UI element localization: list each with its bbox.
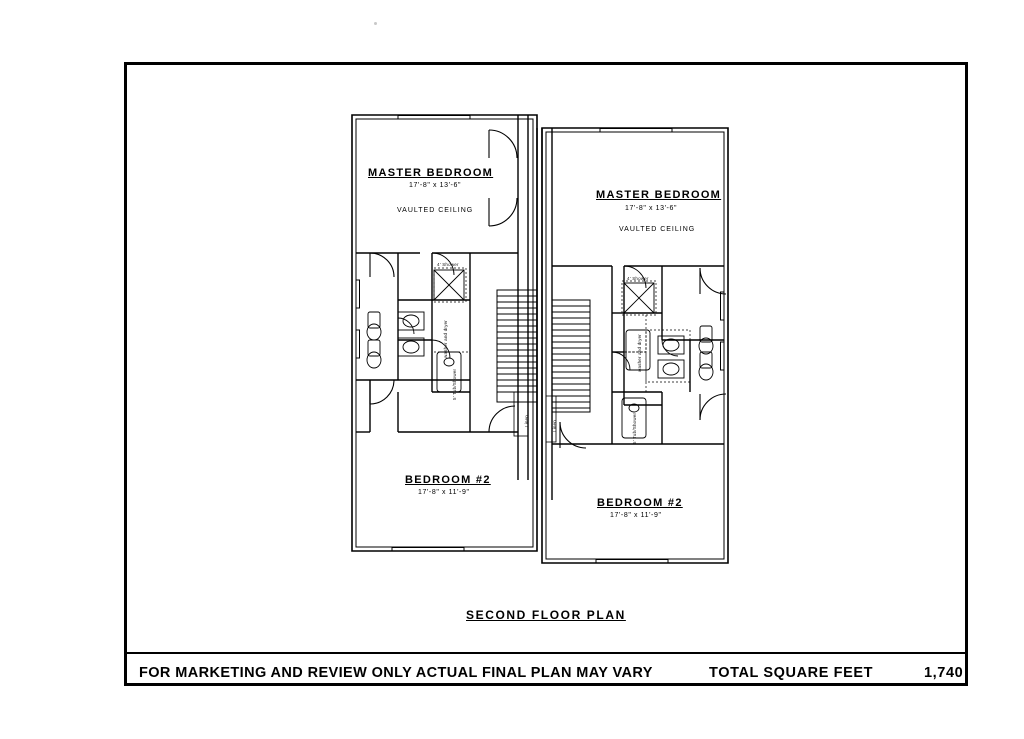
plan-title: SECOND FLOOR PLAN [466, 608, 626, 622]
fixture-label-shower-right: 4' Shower [627, 276, 649, 281]
fixture-label-washer-dryer-left: washer and dryer [443, 320, 448, 358]
footer-disclaimer: FOR MARKETING AND REVIEW ONLY ACTUAL FINAL PLAN MAY VARY [139, 665, 653, 681]
room-label-master-bedroom-left: MASTER BEDROOM [368, 167, 494, 179]
fixture-label-tub-shower-left: 5' Tub/Shower [452, 368, 457, 400]
room-dimensions-master-bedroom-left: 17'-8" x 13'-6" [409, 182, 462, 189]
room-label-bedroom-2-left: BEDROOM #2 [405, 474, 491, 486]
footer-total-sqft-label: TOTAL SQUARE FEET [709, 665, 874, 681]
room-note-master-bedroom-right: VAULTED CEILING [619, 226, 696, 233]
room-dimensions-master-bedroom-right: 17'-8" x 13'-6" [625, 205, 678, 212]
fixture-label-shower-left: 4' Shower [437, 262, 459, 267]
room-label-master-bedroom-right: MASTER BEDROOM [596, 189, 722, 201]
footer-total-sqft-value: 1,740 [924, 665, 964, 681]
room-note-master-bedroom-left: VAULTED CEILING [397, 207, 474, 214]
room-dimensions-bedroom-2-left: 17'-8" x 11'-9" [418, 489, 470, 496]
sheet-border [124, 62, 968, 686]
fixture-label-linen-left: Linen [524, 414, 529, 427]
fixture-label-linen-right: Linen [552, 419, 557, 432]
room-dimensions-bedroom-2-right: 17'-8" x 11'-9" [610, 512, 662, 519]
scan-speck [374, 22, 377, 25]
room-label-bedroom-2-right: BEDROOM #2 [597, 497, 683, 509]
title-block-rule [124, 652, 968, 654]
fixture-label-washer-dryer-right: washer and dryer [637, 334, 642, 372]
fixture-label-tub-shower-right: 5' Tub/Shower [632, 412, 637, 444]
